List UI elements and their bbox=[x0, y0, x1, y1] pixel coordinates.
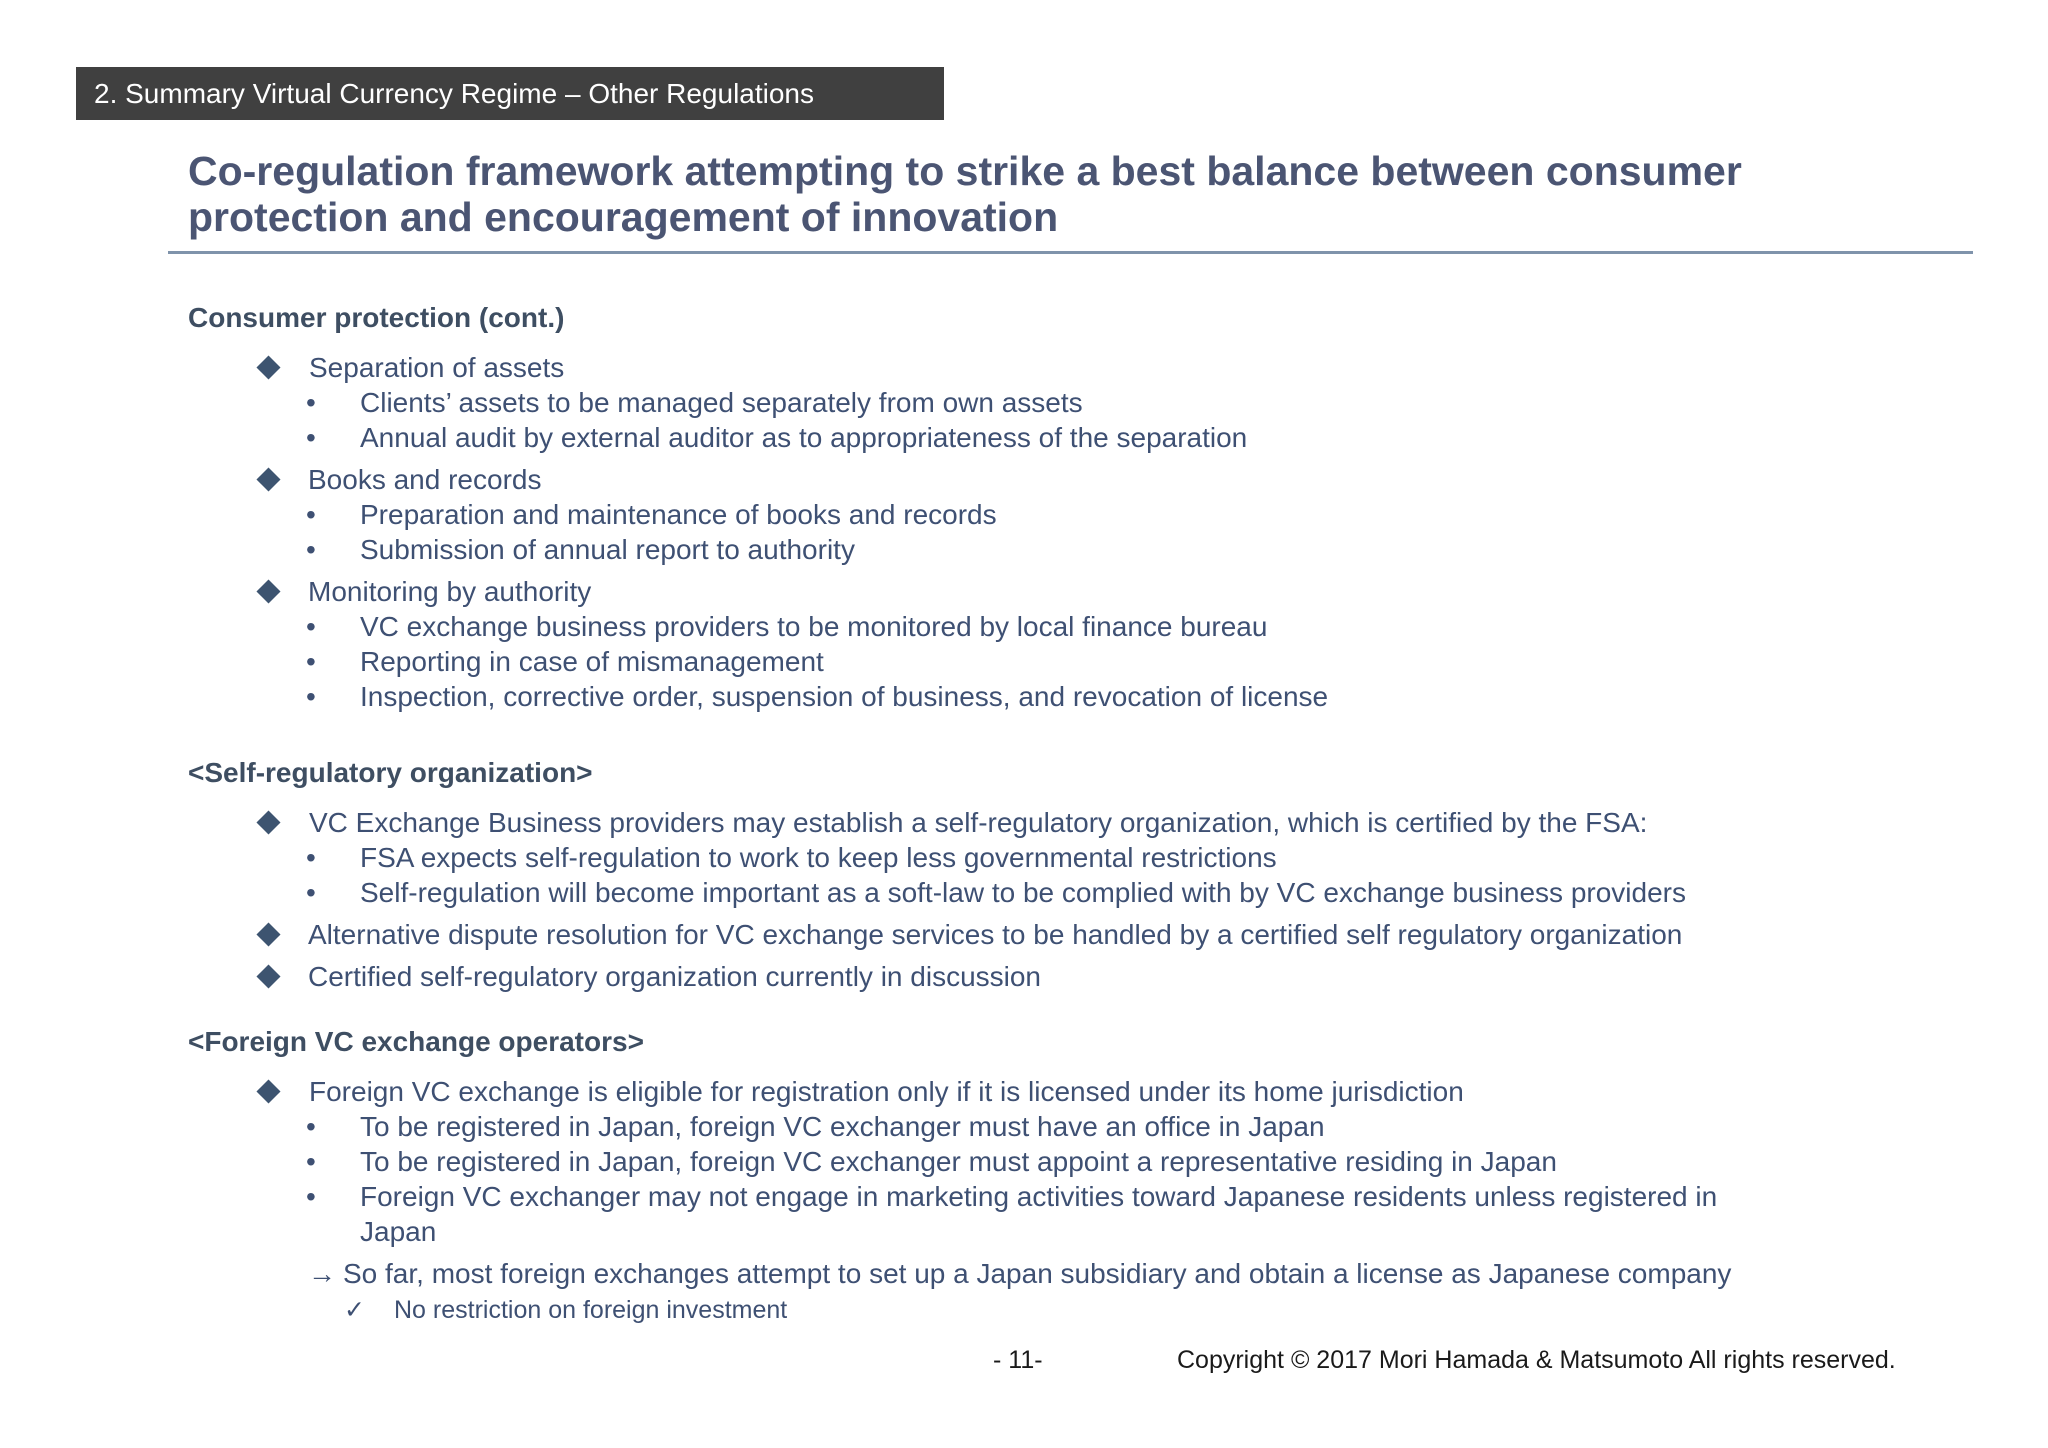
sub-item-text: Preparation and maintenance of books and records bbox=[360, 499, 997, 530]
consumer-protection-heading: Consumer protection (cont.) bbox=[188, 302, 565, 333]
dot-bullet-icon: • bbox=[306, 387, 316, 418]
dot-bullet-icon: • bbox=[306, 611, 316, 642]
diamond-bullet-icon bbox=[256, 810, 280, 834]
item-label: Alternative dispute resolution for VC exchange services to be handled by a certified self regulatory organization bbox=[308, 919, 1683, 950]
sub-item-text: Reporting in case of mismanagement bbox=[360, 646, 824, 677]
dot-bullet-icon: • bbox=[306, 877, 316, 908]
sub-item-text: Japan bbox=[360, 1216, 437, 1247]
slide-title bbox=[188, 148, 1968, 240]
check-text: No restriction on foreign investment bbox=[394, 1296, 788, 1324]
diamond-bullet-icon bbox=[256, 1079, 280, 1103]
slide-title-line-1: Co-regulation framework attempting to strike a best balance between consumer bbox=[188, 148, 1742, 194]
sub-item-text: Self-regulation will become important as a soft-law to be complied with by VC exchange business providers bbox=[360, 877, 1686, 908]
dot-bullet-icon: • bbox=[306, 681, 316, 712]
diamond-bullet-icon bbox=[256, 964, 280, 988]
sub-item-text: Annual audit by external auditor as to appropriateness of the separation bbox=[360, 422, 1248, 453]
item-label: Separation of assets bbox=[309, 352, 565, 383]
sub-item-text: VC exchange business providers to be monitored by local finance bureau bbox=[360, 611, 1268, 642]
item-label: Foreign VC exchange is eligible for registration only if it is licensed under its home jurisdiction bbox=[309, 1076, 1464, 1107]
sub-item-text: FSA expects self-regulation to work to keep less governmental restrictions bbox=[360, 842, 1277, 873]
dot-bullet-icon: • bbox=[306, 646, 316, 677]
section-tab: 2. Summary Virtual Currency Regime – Other Regulations bbox=[76, 67, 944, 120]
diamond-bullet-icon bbox=[256, 922, 280, 946]
sub-item-text: To be registered in Japan, foreign VC exchanger must appoint a representative residing in Japan bbox=[360, 1146, 1557, 1177]
checkmark-icon: ✓ bbox=[344, 1296, 365, 1324]
arrow-right-icon: → bbox=[308, 1258, 336, 1289]
item-label: Monitoring by authority bbox=[308, 576, 592, 607]
dot-bullet-icon: • bbox=[306, 422, 316, 453]
dot-bullet-icon: • bbox=[306, 1146, 316, 1177]
item-label: Books and records bbox=[308, 464, 542, 495]
dot-bullet-icon: • bbox=[306, 842, 316, 873]
copyright-notice: Copyright © 2017 Mori Hamada & Matsumoto All rights reserved. bbox=[1177, 1346, 1896, 1374]
sub-item-text: Submission of annual report to authority bbox=[360, 534, 855, 565]
dot-bullet-icon: • bbox=[306, 534, 316, 565]
foreign-operators-heading: <Foreign VC exchange operators> bbox=[188, 1026, 644, 1057]
sub-item-text: Foreign VC exchanger may not engage in marketing activities toward Japanese residents unless registered in bbox=[360, 1181, 1718, 1212]
page-number: - 11- bbox=[993, 1346, 1043, 1374]
item-label: Certified self-regulatory organization currently in discussion bbox=[308, 961, 1042, 992]
diamond-bullet-icon bbox=[256, 355, 280, 379]
conclusion-text: So far, most foreign exchanges attempt to set up a Japan subsidiary and obtain a license as Japanese company bbox=[343, 1258, 1732, 1289]
sub-item-text: Clients’ assets to be managed separately from own assets bbox=[360, 387, 1083, 418]
item-label: VC Exchange Business providers may establish a self-regulatory organization, which is certified by the FSA: bbox=[309, 807, 1648, 838]
self-regulatory-heading: <Self-regulatory organization> bbox=[188, 757, 593, 788]
dot-bullet-icon: • bbox=[306, 1181, 316, 1212]
slide-title-line-2: protection and encouragement of innovation bbox=[188, 194, 1059, 240]
dot-bullet-icon: • bbox=[306, 1111, 316, 1142]
sub-item-text: To be registered in Japan, foreign VC exchanger must have an office in Japan bbox=[360, 1111, 1325, 1142]
sub-item-text: Inspection, corrective order, suspension of business, and revocation of license bbox=[360, 681, 1329, 712]
diamond-bullet-icon bbox=[256, 579, 280, 603]
dot-bullet-icon: • bbox=[306, 499, 316, 530]
title-divider bbox=[168, 251, 1973, 254]
diamond-bullet-icon bbox=[256, 467, 280, 491]
